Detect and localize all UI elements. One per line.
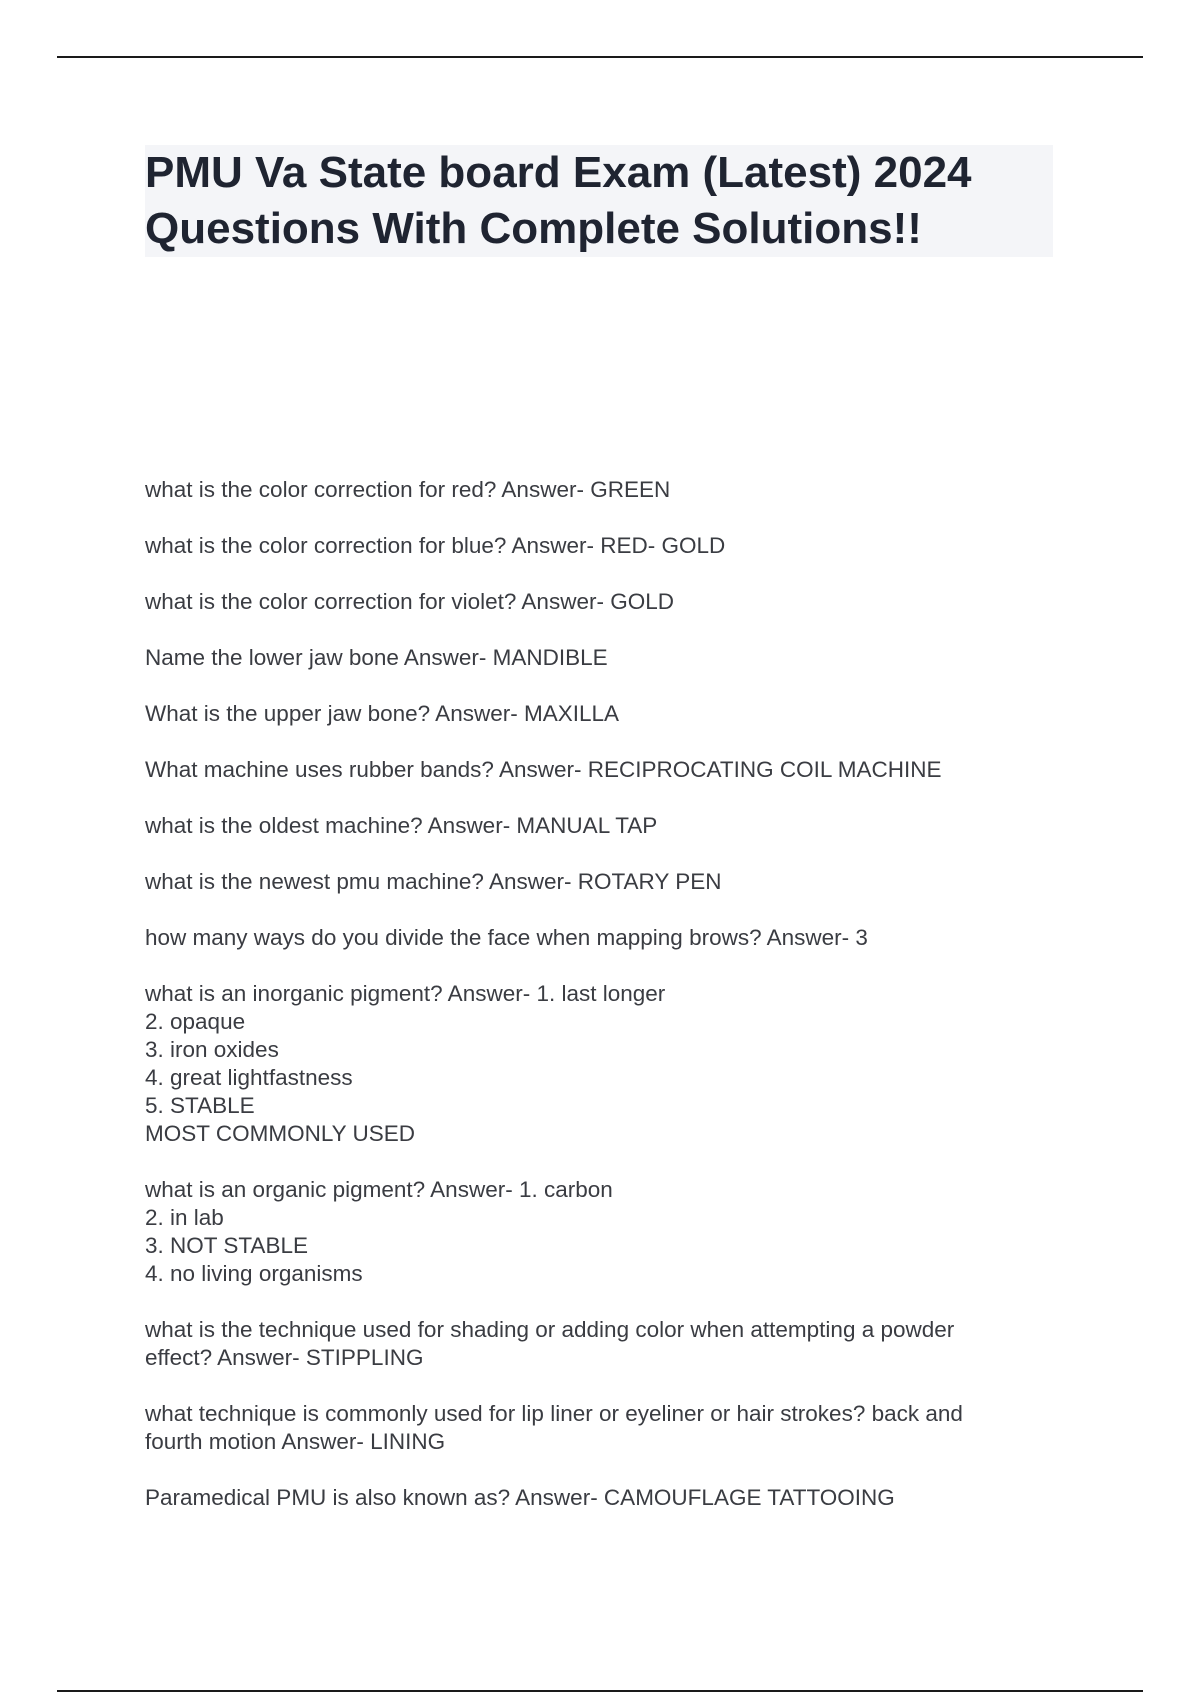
qa-item: how many ways do you divide the face when mapping brows? Answer- 3 [145, 925, 868, 950]
qa-item: Paramedical PMU is also known as? Answer- CAMOUFLAGE TATTOOING [145, 1485, 895, 1510]
title-line-2: Questions With Complete Solutions!! [145, 204, 922, 253]
page-title [145, 145, 1053, 257]
qa-item: what technique is commonly used for lip liner or eyeliner or hair strokes? back and fourth motion Answer- LINING [145, 1401, 963, 1454]
qa-item: what is an inorganic pigment? Answer- 1. last longer 2. opaque 3. iron oxides 4. great lightfastness 5. STABLE MOST COMMONLY USED [145, 981, 666, 1146]
qa-item: what is the technique used for shading or adding color when attempting a powder effect? Answer- STIPPLING [145, 1317, 955, 1370]
qa-item: what is an organic pigment? Answer- 1. carbon 2. in lab 3. NOT STABLE 4. no living organisms [145, 1177, 613, 1286]
qa-list [145, 476, 1055, 1540]
qa-item: Name the lower jaw bone Answer- MANDIBLE [145, 645, 608, 670]
qa-item: what is the newest pmu machine? Answer- ROTARY PEN [145, 869, 722, 894]
qa-item: What is the upper jaw bone? Answer- MAXILLA [145, 701, 619, 726]
qa-item: what is the oldest machine? Answer- MANUAL TAP [145, 813, 658, 838]
top-divider [57, 56, 1143, 58]
qa-item: what is the color correction for violet? Answer- GOLD [145, 589, 674, 614]
qa-item: what is the color correction for red? Answer- GREEN [145, 477, 671, 502]
qa-item: what is the color correction for blue? Answer- RED- GOLD [145, 533, 726, 558]
title-line-1: PMU Va State board Exam (Latest) 2024 [145, 148, 972, 197]
qa-item: What machine uses rubber bands? Answer- RECIPROCATING COIL MACHINE [145, 757, 942, 782]
bottom-divider [57, 1690, 1143, 1692]
